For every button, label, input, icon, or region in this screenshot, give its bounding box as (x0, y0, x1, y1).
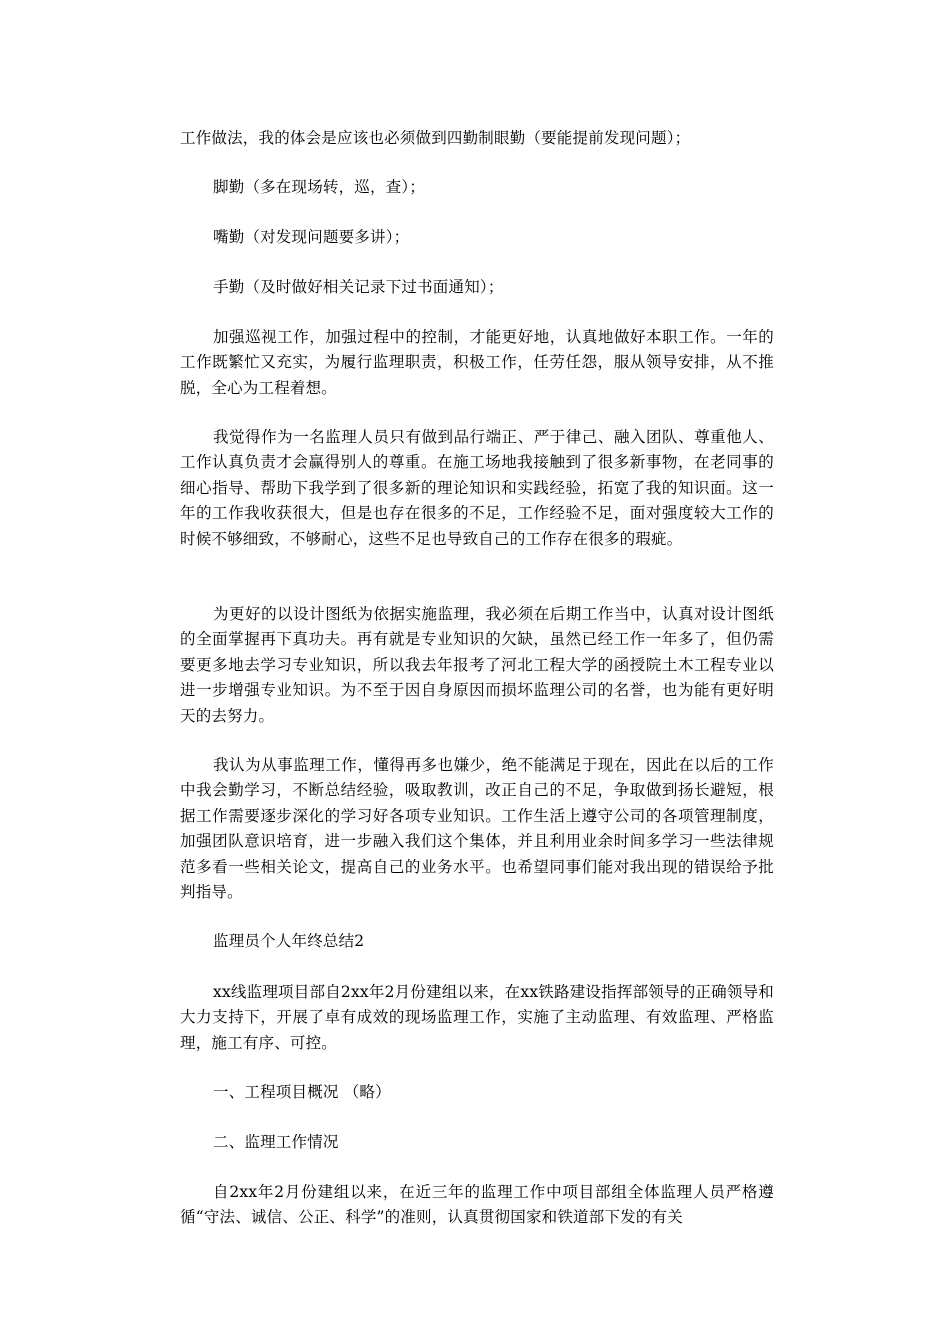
paragraph-patrol-work: 加强巡视工作，加强过程中的控制，才能更好地，认真地做好本职工作。一年的工作既繁忙又充实，为履行监理职责，积极工作，任劳任怨，服从领导安排，从不推脱，全心为工程着想。 (180, 328, 774, 397)
section-title-summary-2: 监理员个人年终总结2 (213, 932, 365, 950)
paragraph-continuation: 工作做法，我的体会是应该也必须做到四勤制眼勤（要能提前发现问题）； (180, 129, 691, 147)
paragraph-continuous-learning: 我认为从事监理工作，懂得再多也嫌少，绝不能满足于现在，因此在以后的工作中我会勤学习，不断总结经验，吸取教训，改正自己的不足，争取做到扬长避短，根据工作需要逐步深化的学习好各项专业知识。工作生活上遵守公司的各项管理制度，加强团队意识培育，进一步融入我们这个集体，并且利用业余时间多学习一些法律规范多看一些相关论文，提高自己的业务水平。也希望同事们能对我出现的错误给予批判指导。 (180, 756, 774, 902)
paragraph-supervision-details: 自2xx年2月份建组以来，在近三年的监理工作中项目部组全体监理人员严格遵循“守法、诚信、公正、科学”的准则，认真贯彻国家和铁道部下发的有关 (180, 1183, 774, 1227)
paragraph-foot-diligence: 脚勤（多在现场转，巡，查）； (213, 178, 426, 196)
paragraph-mouth-diligence: 嘴勤（对发现问题要多讲）； (213, 228, 410, 246)
paragraph-hand-diligence: 手勤（及时做好相关记录下过书面通知）； (213, 278, 504, 296)
paragraph-supervisor-role: 我觉得作为一名监理人员只有做到品行端正、严于律己、融入团队、尊重他人、工作认真负责才会赢得别人的尊重。在施工场地我接触到了很多新事物，在老同事的细心指导、帮助下我学到了很多新的理论知识和实践经验，拓宽了我的知识面。这一年的工作我收获很大，但是也存在很多的不足，工作经验不足，面对强度较大工作的时候不够细致，不够耐心，这些不足也导致自己的工作存在很多的瑕疵。 (180, 428, 774, 548)
heading-supervision-status: 二、监理工作情况 (213, 1133, 339, 1151)
heading-project-overview: 一、工程项目概况 （略） (213, 1083, 391, 1101)
paragraph-project-intro: xx线监理项目部自2xx年2月份建组以来，在xx铁路建设指挥部领导的正确领导和大力支持下，开展了卓有成效的现场监理工作，实施了主动监理、有效监理、严格监理，施工有序、可控。 (180, 983, 774, 1052)
paragraph-design-drawings: 为更好的以设计图纸为依据实施监理，我必须在后期工作当中，认真对设计图纸的全面掌握再下真功夫。再有就是专业知识的欠缺，虽然已经工作一年多了，但仍需要更多地去学习专业知识，所以我去年报考了河北工程大学的函授院土木工程专业以进一步增强专业知识。为不至于因自身原因而损坏监理公司的名誉，也为能有更好明天的去努力。 (180, 605, 774, 725)
